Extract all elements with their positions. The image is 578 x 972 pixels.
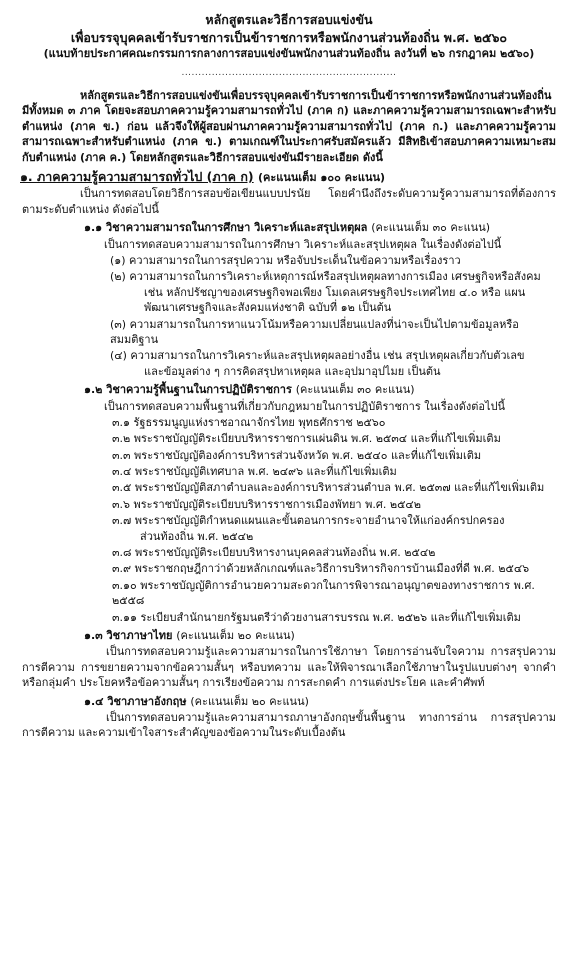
- subsection-1-2-score: (คะแนนเต็ม ๓๐ คะแนน): [295, 383, 415, 397]
- section-1-description: เป็นการทดสอบโดยวิธีการสอบข้อเขียนแบบปรนัย โดยคำนึงถึงระดับความรู้ความสามารถที่ต้องการตามระดับตำแหน่ง ดังต่อไปนี้: [22, 187, 556, 216]
- subsection-1-4-title: ๑.๔ วิชาภาษาอังกฤษ: [84, 694, 187, 708]
- list-item: (๑) ความสามารถในการสรุปความ หรือจับประเด็นในข้อความหรือเรื่องราว: [110, 254, 461, 267]
- law-item: ๓.๗ พระราชบัญญัติกำหนดแผนและขั้นตอนการกระจายอำนาจให้แก่องค์กรปกครอง ส่วนท้องถิ่น พ.ศ. ๒๕๔๒: [112, 514, 505, 543]
- section-1-title: ๑. ภาคความรู้ความสามารถทั่วไป (ภาค ก): [20, 168, 254, 184]
- list-item: (๒) ความสามารถในการวิเคราะห์เหตุการณ์หรือสรุปเหตุผลทางการเมือง เศรษฐกิจหรือสังคม เช่น หลักปรัชญาของเศรษฐกิจพอเพียง โมเดลเศรษฐกิจประเทศไทย ๔.๐ หรือ แผนพัฒนาเศรษฐกิจและสังคมแห่งชาติ ฉบับที่ ๑๒ เป็นต้น: [110, 270, 541, 315]
- law-item: ๓.๖ พระราชบัญญัติระเบียบบริหารราชการเมืองพัทยา พ.ศ. ๒๕๔๒: [112, 497, 421, 511]
- section-1-heading: [20, 168, 578, 186]
- law-item: ๓.๑๐ พระราชบัญญัติการอำนวยความสะดวกในการพิจารณาอนุญาตของทางราชการ พ.ศ. ๒๕๕๘: [112, 578, 535, 608]
- subsection-1-1-score: (คะแนนเต็ม ๓๐ คะแนน): [371, 221, 491, 235]
- subsection-1-2-heading: [84, 382, 578, 397]
- document-annex-note: (แนบท้ายประกาศคณะกรรมการกลางการสอบแข่งขันพนักงานส่วนท้องถิ่น ลงวันที่ ๒๖ กรกฎาคม ๒๕๖๐): [43, 47, 535, 60]
- subsection-1-2-description: เป็นการทดสอบความพื้นฐานที่เกี่ยวกับกฎหมายในการปฏิบัติราชการ ในเรื่องดังต่อไปนี้: [104, 399, 506, 413]
- law-item: ๓.๘ พระราชบัญญัติระเบียบบริหารงานบุคคลส่วนท้องถิ่น พ.ศ. ๒๕๔๒: [112, 546, 436, 560]
- law-item: ๓.๕ พระราชบัญญัติสภาตำบลและองค์การบริหารส่วนตำบล พ.ศ. ๒๕๓๗ และที่แก้ไขเพิ่มเติม: [112, 481, 545, 495]
- subsection-1-4-description: เป็นการทดสอบความรู้และความสามารถภาษาอังกฤษขั้นพื้นฐาน ทางการอ่าน การสรุปความ การตีความ และความเข้าใจสาระสำคัญของข้อความในระดับเบื้องต้น: [22, 710, 556, 740]
- subsection-1-3-score: (คะแนนเต็ม ๒๐ คะแนน): [176, 628, 295, 642]
- subsection-1-1-description: เป็นการทดสอบความสามารถในการศึกษา วิเคราะห์และสรุปเหตุผล ในเรื่องดังต่อไปนี้: [104, 237, 502, 251]
- list-item: (๓) ความสามารถในการหาแนวโน้มหรือความเปลี่ยนแปลงที่น่าจะเป็นไปตามข้อมูลหรือสมมติฐาน: [110, 317, 519, 346]
- section-1-score: (คะแนนเต็ม ๑๐๐ คะแนน): [258, 170, 386, 184]
- subsection-1-3-heading: [84, 628, 578, 643]
- subsection-1-1-heading: [84, 220, 578, 235]
- list-item: (๔) ความสามารถในการวิเคราะห์และสรุปเหตุผลอย่างอื่น เช่น สรุปเหตุผลเกี่ยวกับตัวเลข และข้อมูลต่าง ๆ การคิดสรุปหาเหตุผล และอุปมาอุปไมย เป็นต้น: [110, 349, 525, 378]
- subsection-1-2-title: ๑.๒ วิชาความรู้พื้นฐานในการปฏิบัติราชการ: [84, 383, 292, 397]
- subsection-1-4-score: (คะแนนเต็ม ๒๐ คะแนน): [190, 694, 309, 708]
- law-item: ๓.๙ พระราชกฤษฎีกาว่าด้วยหลักเกณฑ์และวิธีการบริหารกิจการบ้านเมืองที่ดี พ.ศ. ๒๕๔๖: [112, 562, 530, 576]
- document-title: หลักสูตรและวิธีการสอบแข่งขัน: [205, 12, 373, 27]
- subsection-1-3-title: ๑.๓ วิชาภาษาไทย: [84, 628, 173, 642]
- law-item: ๓.๒ พระราชบัญญัติระเบียบบริหารราชการแผ่นดิน พ.ศ. ๒๕๓๔ และที่แก้ไขเพิ่มเติม: [112, 432, 501, 446]
- subsection-1-3-description: เป็นการทดสอบความรู้และความสามารถในการใช้ภาษา โดยการอ่านจับใจความ การสรุปความ การตีความ การขยายความจากข้อความสั้นๆ หรือบทความ และให้พิจารณาเลือกใช้ภาษาในรูปแบบต่างๆ จากคำหรือกลุ่มคำ ประโยคหรือข้อความสั้นๆ การเรียงข้อความ การสะกดคำ การแต่งประโยค และคำศัพท์: [22, 645, 556, 690]
- document-header: [0, 0, 578, 61]
- subsection-1-4-heading: [84, 694, 578, 709]
- document-subtitle: เพื่อบรรจุบุคคลเข้ารับราชการเป็นข้าราชการหรือพนักงานส่วนท้องถิ่น พ.ศ. ๒๕๖๐: [70, 29, 508, 45]
- intro-paragraph: หลักสูตรและวิธีการสอบแข่งขันเพื่อบรรจุบุคคลเข้ารับราชการเป็นข้าราชการหรือพนักงานส่วนท้องถิ่น มีทั้งหมด ๓ ภาค โดยจะสอบภาคความรู้ความสามารถทั่วไป (ภาค ก) และภาคความรู้ความสามารถเฉพาะสำหรับตำแหน่ง (ภาค ข.) ก่อน แล้วจึงให้ผู้สอบผ่านภาคความรู้ความสามารถทั่วไป (ภาค ก.) และภาคความรู้ความสามารถเฉพาะสำหรับตำแหน่ง (ภาค ข.) ตามเกณฑ์ในประกาศรับสมัครแล้ว มีสิทธิเข้าสอบภาคความเหมาะสมกับตำแหน่ง (ภาค ค.) โดยหลักสูตรและวิธีการสอบแข่งขันมีรายละเอียด ดังนี้: [22, 88, 556, 164]
- subsection-1-1-title: ๑.๑ วิชาความสามารถในการศึกษา วิเคราะห์และสรุปเหตุผล: [84, 221, 368, 235]
- law-item: ๓.๔ พระราชบัญญัติเทศบาล พ.ศ. ๒๔๙๖ และที่แก้ไขเพิ่มเติม: [112, 465, 397, 479]
- law-list: [0, 415, 578, 625]
- subsection-1-1-list: [0, 253, 578, 379]
- separator-dots: ................................................................: [181, 68, 397, 79]
- law-item: ๓.๓ พระราชบัญญัติองค์การบริหารส่วนจังหวัด พ.ศ. ๒๕๔๐ และที่แก้ไขเพิ่มเติม: [112, 448, 482, 462]
- law-item: ๓.๑๑ ระเบียบสำนักนายกรัฐมนตรีว่าด้วยงานสารบรรณ พ.ศ. ๒๕๒๖ และที่แก้ไขเพิ่มเติม: [112, 610, 521, 624]
- law-item: ๓.๑ รัฐธรรมนูญแห่งราชอาณาจักรไทย พุทธศักราช ๒๕๖๐: [112, 415, 386, 429]
